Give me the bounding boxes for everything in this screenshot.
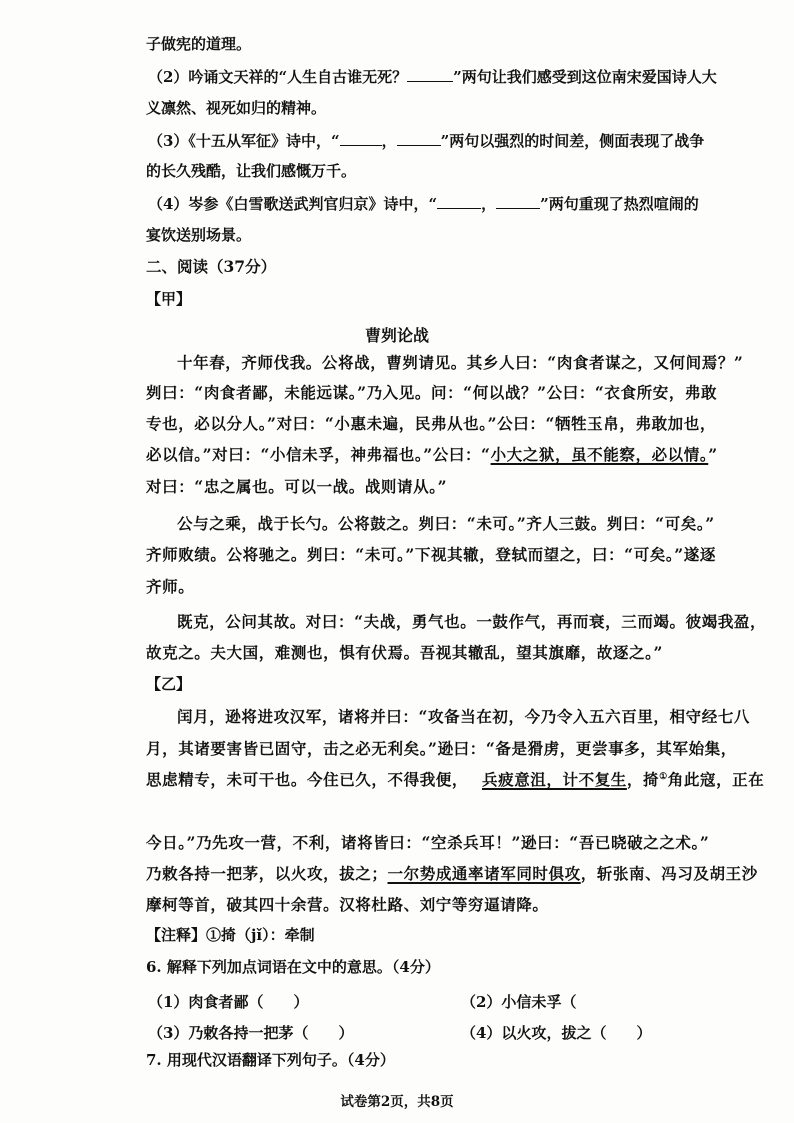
text-line: 宴饮送别场景。 xyxy=(146,226,252,244)
question-6-item-3: （3）乃敕各持一把茅（ ） xyxy=(148,1024,354,1042)
answer-blank[interactable] xyxy=(407,69,453,82)
text-segment: 乃敕各持一把茅，以火攻，拔之； xyxy=(146,864,388,883)
text-segment: ”两句以强烈的时间差，侧面表现了战争 xyxy=(440,132,705,150)
text-segment: （4）岑参《白雪歌送武判官归京》诗中，“ xyxy=(148,195,438,213)
section-heading: 二、阅读（37分） xyxy=(146,257,277,276)
passage-line: 齐师。 xyxy=(146,577,195,596)
question-6-item-4: （4）以火攻，拔之（ ） xyxy=(461,1024,652,1042)
passage-title: 曹刿论战 xyxy=(364,326,429,345)
passage-line xyxy=(482,772,764,788)
answer-blank[interactable] xyxy=(340,133,382,146)
text-segment: ，掎 xyxy=(626,770,660,789)
question-7-title: 7. 用现代汉语翻译下列句子。（4分） xyxy=(146,1051,395,1069)
passage-line: 既克，公问其故。对曰：“夫战，勇气也。一鼓作气，再而衰，三而竭。彼竭我盈， xyxy=(177,612,767,631)
question-6-item-2: （2）小信未孚（ xyxy=(461,993,577,1011)
text-line: 子做宪的道理。 xyxy=(146,35,252,53)
underlined-sentence: 小大之狱，虽不能察，必以情。 xyxy=(490,445,709,464)
passage-line: 刿曰：“肉食者鄙，未能远谋。”乃入见。问：“何以战？”公曰：“衣食所安，弗敢 xyxy=(146,383,718,402)
underlined-sentence: 兵疲意沮，计不复生 xyxy=(482,770,627,789)
text-segment: 必以信。”对曰：“小信未孚，神弗福也。”公曰：“ xyxy=(146,445,491,464)
passage-line: 今日。”乃先攻一营，不利，诸将皆曰：“空杀兵耳！”逊曰：“吾已晓破之之术。” xyxy=(146,833,710,852)
passage-line: 故克之。夫大国，难测也，惧有伏焉。吾视其辙乱，望其旗靡，故逐之。” xyxy=(146,643,663,662)
question-5-2 xyxy=(148,69,717,85)
passage-line: 闰月，逊将进攻汉军，诸将并曰：“攻备当在初，今乃令入五六百里，相守经七八 xyxy=(177,707,751,726)
passage-line: 思虑精专，未可干也。今住已久，不得我便， xyxy=(146,770,469,789)
passage-line: 公与之乘，战于长勺。公将鼓之。刿曰：“未可。”齐人三鼓。刿曰：“可矣。” xyxy=(177,514,715,533)
page-footer: 试卷第2页，共8页 xyxy=(340,1094,454,1110)
footnote-marker: ① xyxy=(659,771,668,782)
question-6-item-1: （1）肉食者鄙（ ） xyxy=(148,993,309,1011)
passage-label-jia: 【甲】 xyxy=(146,290,192,308)
text-segment: ”两句重现了热烈喧闹的 xyxy=(540,195,699,213)
passage-line: 对曰：“忠之属也。可以一战。战则请从。” xyxy=(146,477,448,496)
text-segment: ， xyxy=(381,132,397,150)
footnote: 【注释】①掎（jǐ）：牵制 xyxy=(146,926,315,944)
text-segment: ” xyxy=(708,445,718,464)
text-segment: ”两句让我们感受到这位南宋爱国诗人大 xyxy=(453,68,717,86)
text-line: 义凛然、视死如归的精神。 xyxy=(146,99,327,117)
passage-line: 月，其诸要害皆已固守，击之必无利矣。”逊曰：“备是猾虏，更尝事多，其军始集， xyxy=(146,739,737,758)
answer-blank[interactable] xyxy=(437,196,481,209)
text-segment: 角此寇，正在 xyxy=(667,770,765,789)
text-segment: （3）《十五从军征》诗中，“ xyxy=(148,132,340,150)
text-segment: ， xyxy=(481,195,497,213)
passage-line: 摩柯等首，破其四十余营。汉将杜路、刘宁等穷逼请降。 xyxy=(146,895,549,914)
answer-blank[interactable] xyxy=(397,133,441,146)
passage-line: 齐师败绩。公将驰之。刿曰：“未可。”下视其辙，登轼而望之，曰：“可矣。”遂逐 xyxy=(146,545,716,564)
passage-line xyxy=(146,447,718,463)
question-6-title: 6. 解释下列加点词语在文中的意思。（4分） xyxy=(146,958,440,976)
passage-line: 十年春，齐师伐我。公将战，曹刿请见。其乡人曰：“肉食者谋之，又何间焉？” xyxy=(177,353,744,372)
question-5-4 xyxy=(148,196,699,212)
text-segment: （2）吟诵文天祥的“人生自古谁无死？ xyxy=(148,68,408,86)
question-5-3 xyxy=(148,133,704,149)
text-segment: ，斩张南、冯习及胡王沙 xyxy=(580,864,758,883)
passage-line: 专也，必以分人。”对曰：“小惠未遍，民弗从也。”公曰：“牺牲玉帛，弗敢加也， xyxy=(146,414,716,433)
underlined-sentence: 一尔势成通率诸军同时俱攻 xyxy=(387,864,581,883)
passage-label-yi: 【乙】 xyxy=(146,675,192,693)
passage-line xyxy=(146,866,758,882)
text-line: 的长久残酷，让我们感慨万千。 xyxy=(146,162,357,180)
answer-blank[interactable] xyxy=(496,196,540,209)
